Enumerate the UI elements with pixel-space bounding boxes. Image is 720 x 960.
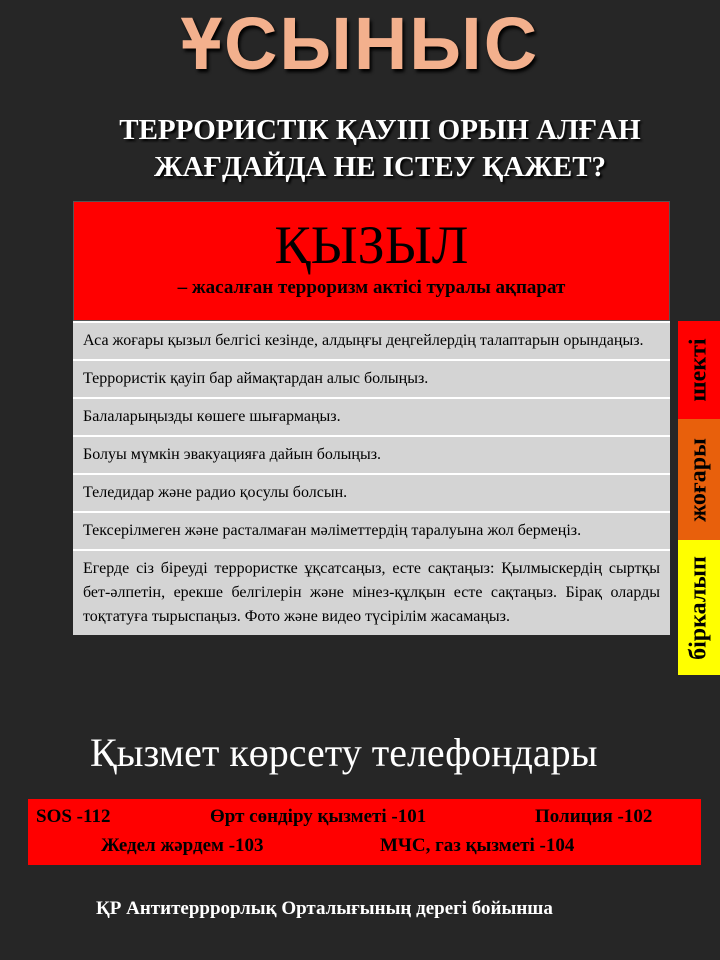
phone-ambulance: Жедел жәрдем -103: [101, 835, 264, 856]
page-title: ҰСЫНЫС: [180, 2, 540, 85]
phone-emergency-gas: МЧС, газ қызметі -104: [380, 835, 575, 856]
phone-fire: Өрт сөндіру қызметі -101: [210, 806, 427, 827]
instruction-list: [73, 321, 670, 635]
level-critical-label: шекті: [685, 338, 712, 402]
alert-panel: [73, 201, 670, 635]
question-line-2: ЖАҒДАЙДА НЕ ІСТЕУ ҚАЖЕТ?: [153, 151, 607, 183]
instruction-item: Болуы мүмкін эвакуацияға дайын болыңыз.: [73, 435, 670, 473]
instruction-item: Тексерілмеген және расталмаған мәліметтердің таралуына жол бермеңіз.: [73, 511, 670, 549]
level-critical: [678, 321, 720, 419]
alert-level-header: [73, 201, 670, 321]
level-high: [678, 419, 720, 540]
instruction-item: Балаларыңызды көшеге шығармаңыз.: [73, 397, 670, 435]
alert-level-subtitle: – жасалған терроризм актісі туралы ақпарат: [177, 277, 566, 298]
question-heading: [0, 112, 720, 186]
services-title: Қызмет көрсету телефондары: [90, 730, 598, 775]
phone-numbers-box: [28, 799, 701, 865]
alert-level-title: ҚЫЗЫЛ: [274, 215, 469, 275]
phone-police: Полиция -102: [535, 806, 653, 827]
instruction-item: Аса жоғары қызыл белгісі кезінде, алдыңғы деңгейлердің талаптарын орындаңыз.: [73, 321, 670, 359]
level-high-label: жоғары: [685, 437, 712, 522]
level-moderate-label: біркалып: [685, 555, 712, 660]
instruction-item: Теледидар және радио қосулы болсын.: [73, 473, 670, 511]
instruction-item: Егерде сіз біреуді террористке ұқсатсаңыз, есте сақтаңыз: Қылмыскердің сыртқы бет-әлпетін, ерекше белгілерін және мінез-құлқын есте сақтаңыз. Бірақ оларды тоқтатуға тырыспаңыз. Фото және видео түсірілім жасамаңыз.: [73, 549, 670, 635]
question-line-1: ТЕРРОРИСТІК ҚАУІП ОРЫН АЛҒАН: [119, 114, 641, 146]
phone-sos: SOS -112: [36, 806, 111, 827]
source-note: ҚР Антитерррорлық Орталығының дерегі бойынша: [96, 898, 553, 919]
level-moderate: [678, 540, 720, 675]
instruction-item: Террористік қауіп бар аймақтардан алыс болыңыз.: [73, 359, 670, 397]
